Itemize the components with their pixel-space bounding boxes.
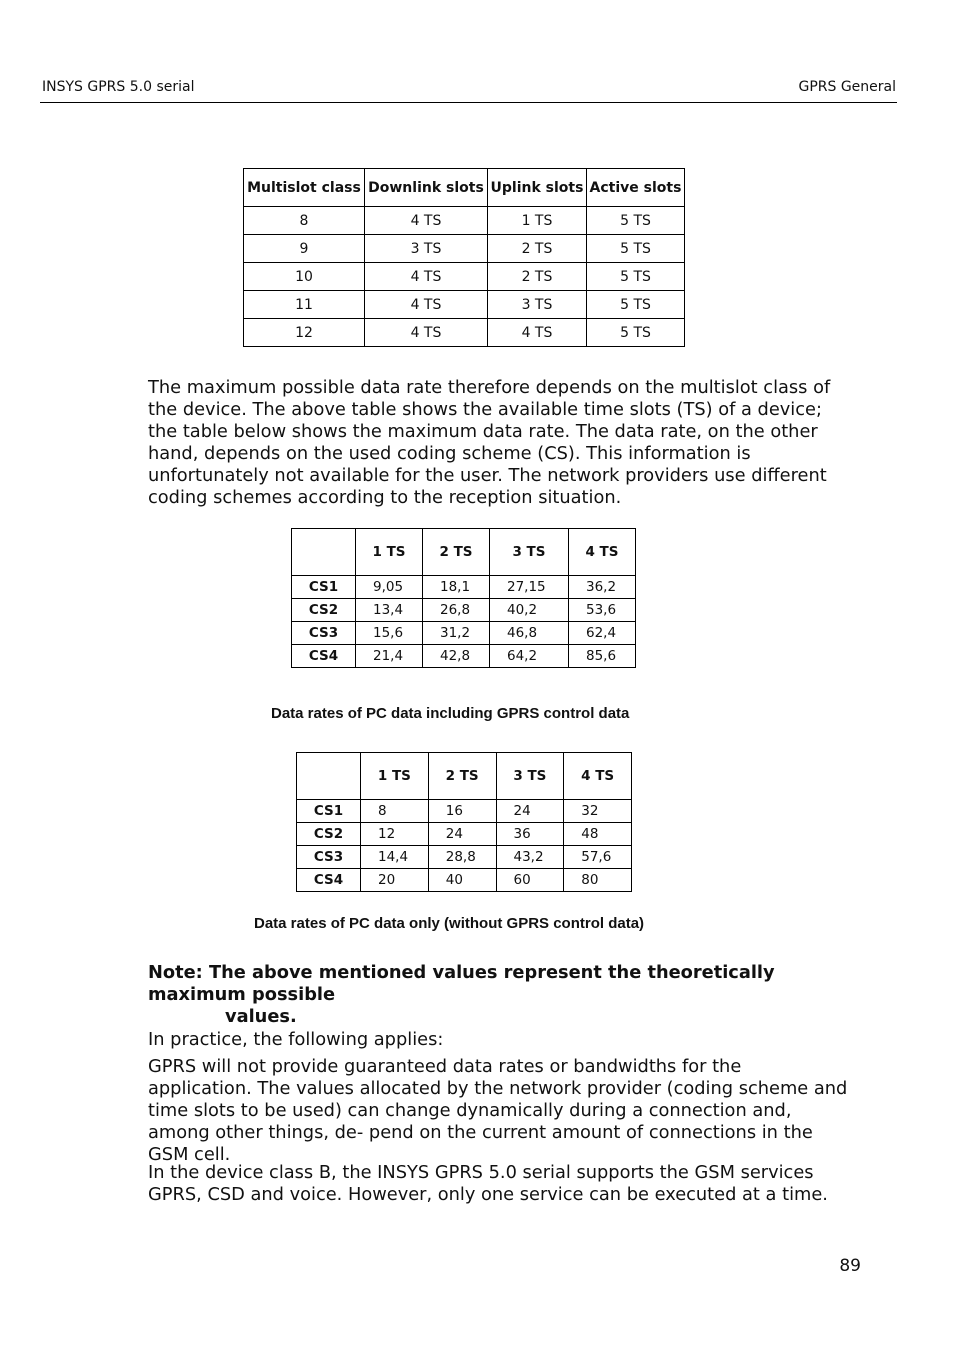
- table-cell: 14,4: [361, 846, 429, 869]
- row-header: CS1: [297, 800, 361, 823]
- table-cell: 48: [564, 823, 632, 846]
- data-rate-table-with-control: [291, 528, 636, 668]
- table-cell: 36: [496, 823, 564, 846]
- table-cell: 5 TS: [587, 319, 685, 347]
- row-header: CS2: [292, 599, 356, 622]
- column-header: 2 TS: [428, 753, 496, 800]
- table-row: [297, 846, 632, 869]
- table-cell: 28,8: [428, 846, 496, 869]
- table-cell: 5 TS: [587, 207, 685, 235]
- header-rule: [40, 102, 897, 103]
- row-header: CS3: [292, 622, 356, 645]
- table-cell: 42,8: [423, 645, 490, 668]
- table-cell: 18,1: [423, 576, 490, 599]
- table-cell: 36,2: [568, 576, 635, 599]
- table-row: [297, 823, 632, 846]
- header-section-title: GPRS General: [798, 79, 896, 95]
- table-cell: 21,4: [356, 645, 423, 668]
- table-cell: 13,4: [356, 599, 423, 622]
- table-cell: 5 TS: [587, 235, 685, 263]
- column-header: Multislot class: [244, 169, 365, 207]
- table-header-row: [244, 169, 685, 207]
- table-cell: 40,2: [490, 599, 569, 622]
- table-cell: 12: [361, 823, 429, 846]
- column-header: [292, 529, 356, 576]
- table-row: [244, 291, 685, 319]
- body-paragraph: In practice, the following applies:: [148, 1029, 444, 1050]
- table-cell: 2 TS: [487, 235, 586, 263]
- table-caption: Data rates of PC data including GPRS control data: [271, 705, 630, 722]
- table-cell: 5 TS: [587, 263, 685, 291]
- table-cell: 9,05: [356, 576, 423, 599]
- column-header: 3 TS: [496, 753, 564, 800]
- data-rate-table-without-control: [296, 752, 632, 892]
- table-cell: 8: [361, 800, 429, 823]
- table-cell: 24: [496, 800, 564, 823]
- table-row: [292, 576, 636, 599]
- row-header: CS4: [292, 645, 356, 668]
- table-cell: 11: [244, 291, 365, 319]
- column-header: 2 TS: [423, 529, 490, 576]
- column-header: 3 TS: [490, 529, 569, 576]
- row-header: CS4: [297, 869, 361, 892]
- table-cell: 3 TS: [364, 235, 487, 263]
- column-header: Active slots: [587, 169, 685, 207]
- table-cell: 64,2: [490, 645, 569, 668]
- column-header: 1 TS: [356, 529, 423, 576]
- table-row: [292, 622, 636, 645]
- table-row: [244, 235, 685, 263]
- column-header: 4 TS: [564, 753, 632, 800]
- body-paragraph: The maximum possible data rate therefore depends on the multislot class of the device. The above table shows the available time slots (TS) of a device; the table below shows the maximum data rate. The data rate, on the other hand, depends on the used coding scheme (CS). This information is unfortunately not available for the user. The network providers use different coding schemes according to the reception situation.: [148, 377, 831, 508]
- table-cell: 32: [564, 800, 632, 823]
- table-cell: 26,8: [423, 599, 490, 622]
- note-block: [148, 962, 848, 1028]
- table-cell: 60: [496, 869, 564, 892]
- table-cell: 5 TS: [587, 291, 685, 319]
- table-cell: 12: [244, 319, 365, 347]
- table-cell: 46,8: [490, 622, 569, 645]
- table-cell: 2 TS: [487, 263, 586, 291]
- table-cell: 16: [428, 800, 496, 823]
- table-cell: 40: [428, 869, 496, 892]
- row-header: CS2: [297, 823, 361, 846]
- column-header: [297, 753, 361, 800]
- header-doc-title: INSYS GPRS 5.0 serial: [42, 79, 195, 95]
- table-cell: 8: [244, 207, 365, 235]
- table-caption: Data rates of PC data only (without GPRS control data): [254, 915, 645, 932]
- table-cell: 4 TS: [364, 207, 487, 235]
- table-row: [297, 800, 632, 823]
- table-cell: 4 TS: [364, 291, 487, 319]
- table-header-row: [292, 529, 636, 576]
- column-header: Downlink slots: [364, 169, 487, 207]
- table-cell: 3 TS: [487, 291, 586, 319]
- table-cell: 43,2: [496, 846, 564, 869]
- table-cell: 1 TS: [487, 207, 586, 235]
- table-cell: 4 TS: [487, 319, 586, 347]
- table-cell: 4 TS: [364, 319, 487, 347]
- table-cell: 57,6: [564, 846, 632, 869]
- table-cell: 15,6: [356, 622, 423, 645]
- row-header: CS3: [297, 846, 361, 869]
- body-paragraph: In the device class B, the INSYS GPRS 5.0 serial supports the GSM services GPRS, CSD and voice. However, only one service can be executed at a time.: [148, 1162, 828, 1205]
- table-row: [244, 207, 685, 235]
- note-line: values.: [225, 1005, 297, 1027]
- table-cell: 31,2: [423, 622, 490, 645]
- table-header-row: [297, 753, 632, 800]
- table-cell: 27,15: [490, 576, 569, 599]
- note-line: Note: The above mentioned values represent the theoretically maximum possible: [148, 962, 775, 1005]
- table-row: [292, 645, 636, 668]
- table-cell: 4 TS: [364, 263, 487, 291]
- table-cell: 53,6: [568, 599, 635, 622]
- table-row: [244, 319, 685, 347]
- page-number: 89: [839, 1256, 861, 1276]
- column-header: 4 TS: [568, 529, 635, 576]
- column-header: Uplink slots: [487, 169, 586, 207]
- multislot-table: [243, 168, 685, 347]
- table-row: [244, 263, 685, 291]
- table-cell: 10: [244, 263, 365, 291]
- body-paragraph: GPRS will not provide guaranteed data rates or bandwidths for the application. The values allocated by the network provider (coding scheme and time slots to be used) can change dynamically during a connection and, among other things, de- pend on the current amount of connections in the GSM cell.: [148, 1056, 848, 1165]
- table-row: [292, 599, 636, 622]
- table-row: [297, 869, 632, 892]
- table-cell: 9: [244, 235, 365, 263]
- table-cell: 80: [564, 869, 632, 892]
- column-header: 1 TS: [361, 753, 429, 800]
- table-cell: 24: [428, 823, 496, 846]
- table-cell: 20: [361, 869, 429, 892]
- row-header: CS1: [292, 576, 356, 599]
- table-cell: 85,6: [568, 645, 635, 668]
- table-cell: 62,4: [568, 622, 635, 645]
